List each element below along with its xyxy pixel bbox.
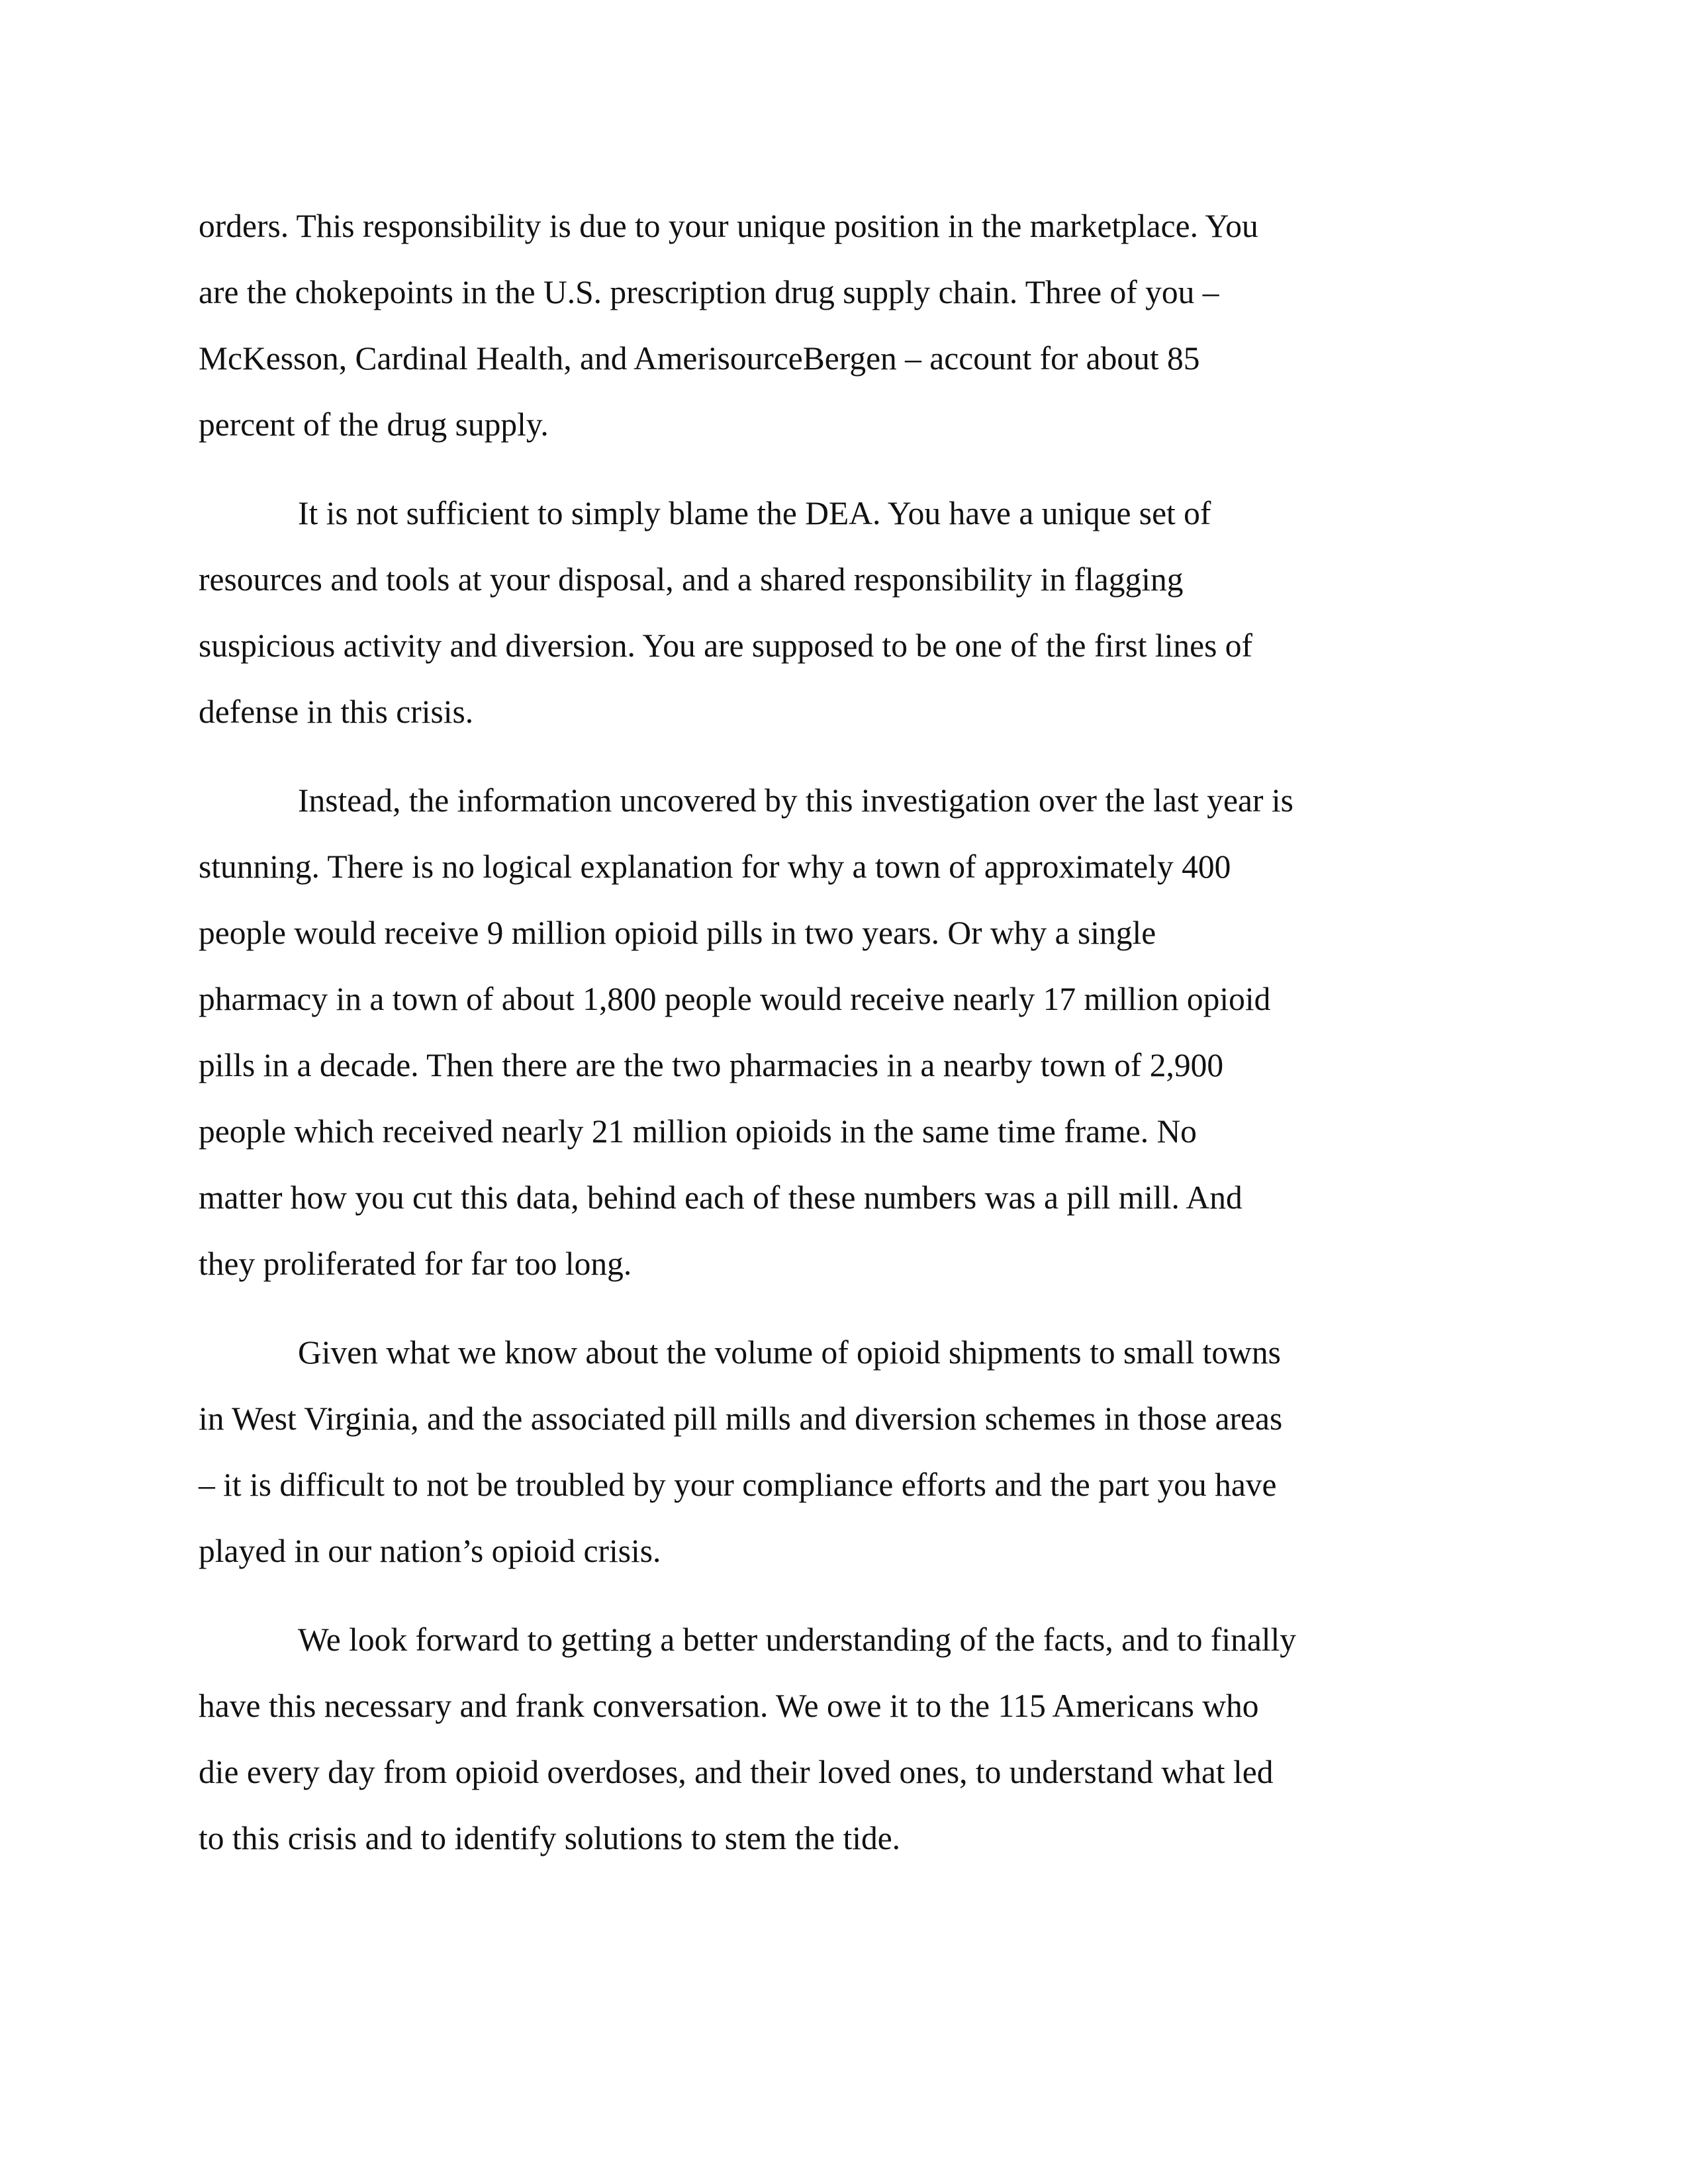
text-line: matter how you cut this data, behind each of these numbers was a pill mill. And [199,1179,1243,1216]
text-line: – it is difficult to not be troubled by your compliance efforts and the part you have [199,1467,1277,1503]
text-line: defense in this crisis. [199,694,474,730]
paragraph-1 [199,193,1486,458]
text-line: pills in a decade. Then there are the two pharmacies in a nearby town of 2,900 [199,1047,1224,1083]
text-line: McKesson, Cardinal Health, and AmerisourceBergen – account for about 85 [199,340,1200,377]
text-line: in West Virginia, and the associated pill mills and diversion schemes in those areas [199,1400,1283,1437]
text-line: Instead, the information uncovered by this investigation over the last year is [298,782,1293,819]
paragraph-5 [199,1607,1486,1872]
document-body [199,193,1486,1894]
text-line: We look forward to getting a better understanding of the facts, and to finally [298,1621,1297,1658]
text-line: have this necessary and frank conversation. We owe it to the 115 Americans who [199,1688,1259,1724]
text-line: people which received nearly 21 million opioids in the same time frame. No [199,1113,1197,1150]
text-line: Given what we know about the volume of opioid shipments to small towns [298,1334,1281,1371]
text-line: die every day from opioid overdoses, and their loved ones, to understand what led [199,1754,1274,1790]
paragraph-3 [199,768,1486,1297]
text-line: to this crisis and to identify solutions to stem the tide. [199,1820,901,1856]
text-line: stunning. There is no logical explanation for why a town of approximately 400 [199,848,1231,885]
text-line: It is not sufficient to simply blame the DEA. You have a unique set of [298,495,1211,531]
text-line: resources and tools at your disposal, and a shared responsibility in flagging [199,561,1184,598]
text-line: pharmacy in a town of about 1,800 people would receive nearly 17 million opioid [199,981,1271,1017]
text-line: they proliferated for far too long. [199,1246,632,1282]
paragraph-2 [199,480,1486,745]
text-line: people would receive 9 million opioid pills in two years. Or why a single [199,915,1156,951]
text-line: orders. This responsibility is due to your unique position in the marketplace. You [199,208,1258,244]
paragraph-4 [199,1320,1486,1584]
text-line: percent of the drug supply. [199,406,549,443]
text-line: played in our nation’s opioid crisis. [199,1533,661,1569]
text-line: suspicious activity and diversion. You are supposed to be one of the first lines of [199,627,1253,664]
text-line: are the chokepoints in the U.S. prescription drug supply chain. Three of you – [199,274,1219,310]
